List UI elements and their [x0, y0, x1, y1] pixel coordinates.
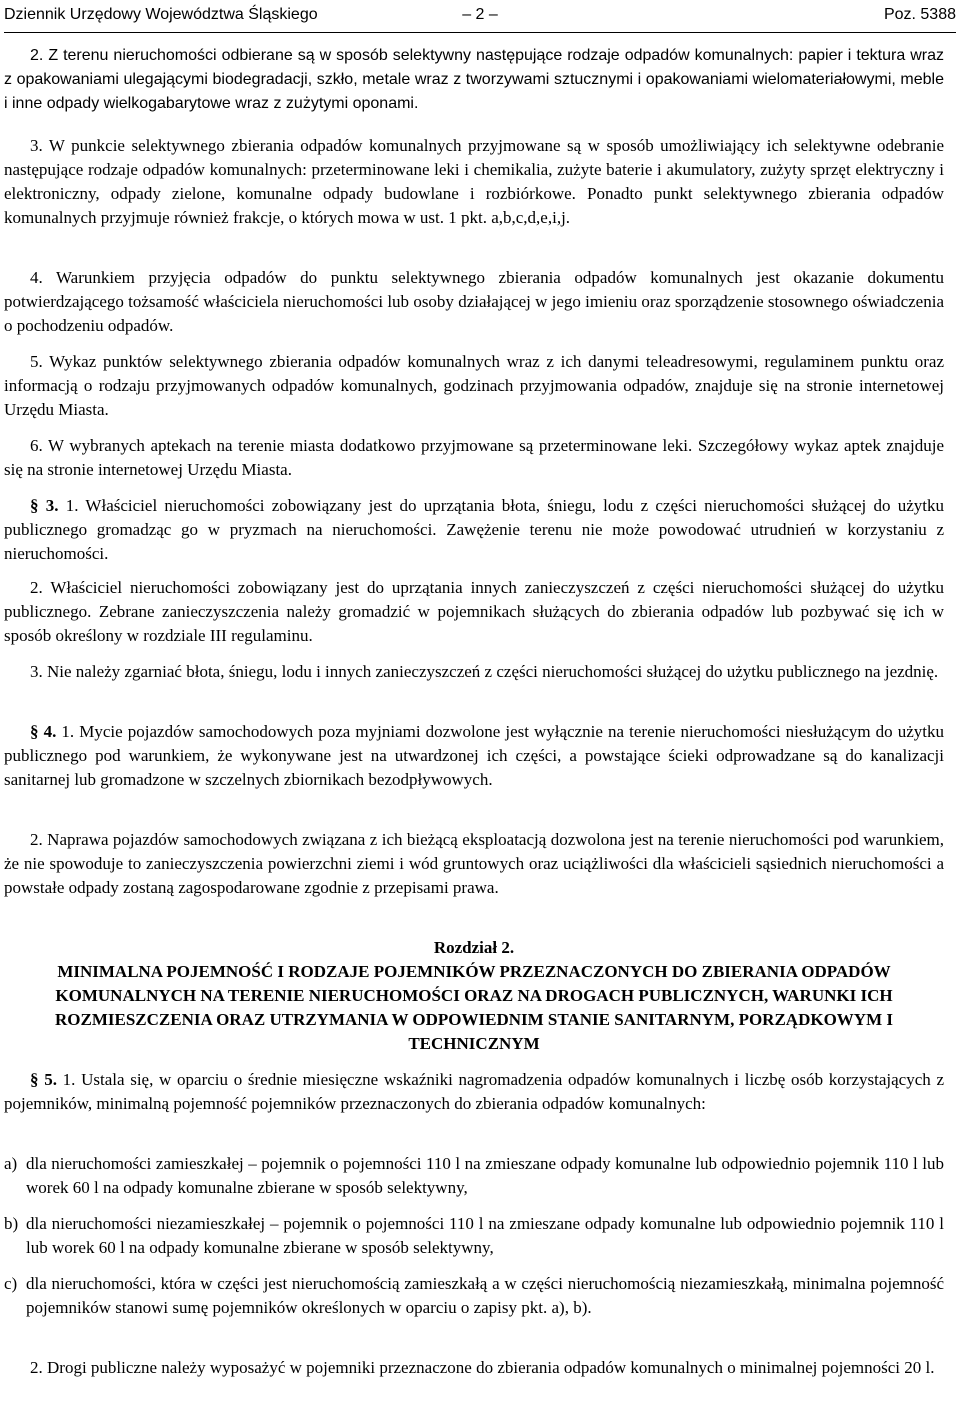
list-item-a-text: dla nieruchomości zamieszkałej – pojemnik o pojemności 110 l na zmieszane odpady komunalne lub odpowiednio pojemnik 110 l lub worek 60 l na odpady komunalne zbierane w sposób selektywny,: [26, 1154, 944, 1197]
list-item-b-marker: b): [4, 1214, 19, 1233]
paragraph-2: 2. Z terenu nieruchomości odbierane są w sposób selektywny następujące rodzaje odpadów komunalnych: papier i tektura wraz z opakowaniami ulegającymi biodegradacji, szkło, metale wraz z tworzywami sztucznymi i opakowaniami wielomateriałowymi, meble i inne odpady wielkogabarytowe wraz z zużytymi oponami.: [4, 47, 944, 112]
list-item-c-marker: c): [4, 1274, 18, 1293]
paragraph-6: 6. W wybranych aptekach na terenie miasta dodatkowo przyjmowane są przeterminowane leki. Szczegółowy wykaz aptek znajduje się na stronie internetowej Urzędu Miasta.: [4, 436, 944, 479]
list-item-b: [4, 1212, 944, 1260]
section-4-paragraph-2: 2. Naprawa pojazdów samochodowych związana z ich bieżącą eksploatacją dozwolona jest na terenie nieruchomości pod warunkiem, że nie spowoduje to zanieczyszczenia powierzchni ziemi i wód gruntowych oraz uciążliwości dla właścicieli sąsiednich nieruchomości a powstałe odpady zostaną zagospodarowane zgodnie z przepisami prawa.: [4, 830, 944, 897]
list-item-a-marker: a): [4, 1154, 18, 1173]
page-number: – 2 –: [462, 6, 498, 23]
list-item-b-text: dla nieruchomości niezamieszkałej – pojemnik o pojemności 110 l na zmieszane odpady komunalne lub odpowiednio pojemnik 110 l lub worek 60 l na odpady komunalne zbierane w sposób selektywny,: [26, 1214, 944, 1257]
journal-title: Dziennik Urzędowy Województwa Śląskiego: [4, 6, 318, 23]
section-4-mark: § 4.: [30, 722, 57, 741]
list-item-a: [4, 1152, 944, 1200]
section-3-mark: § 3.: [30, 496, 59, 515]
section-4-paragraph-1: [4, 720, 944, 792]
section-5-paragraph-1-text: 1. Ustala się, w oparciu o średnie miesięczne wskaźniki nagromadzenia odpadów komunalnych i liczbę osób korzystających z pojemników, minimalną pojemność pojemników przeznaczonych do zbierania odpadów komunalnych:: [4, 1070, 944, 1113]
chapter-title: MINIMALNA POJEMNOŚĆ I RODZAJE POJEMNIKÓW PRZEZNACZONYCH DO ZBIERANIA ODPADÓW KOMUNALNYCH NA TERENIE NIERUCHOMOŚCI ORAZ NA DROGACH PUBLICZNYCH, WARUNKI ICH ROZMIESZCZENIA ORAZ UTRZYMANIA W ODPOWIEDNIM STANIE SANITARNYM, PORZĄDKOWYM I TECHNICZNYM: [55, 962, 893, 1053]
list-item-c-text: dla nieruchomości, która w części jest nieruchomością zamieszkałą a w części nieruchomością niezamieszkałą, minimalna pojemność pojemników stanowi sumę pojemników określonych w oparciu o zapisy pkt. a), b).: [26, 1274, 944, 1317]
section-3-paragraph-2: 2. Właściciel nieruchomości zobowiązany jest do uprzątania innych zanieczyszczeń z części nieruchomości służącej do użytku publicznego. Zebrane zanieczyszczenia należy gromadzić w pojemnikach służących do zbierania odpadów lub pozbywać się ich w sposób określony w rozdziale III regulaminu.: [4, 578, 944, 645]
section-5-paragraph-2: 2. Drogi publiczne należy wyposażyć w pojemniki przeznaczone do zbierania odpadów komunalnych o minimalnej pojemności 20 l.: [30, 1358, 935, 1377]
paragraph-4: 4. Warunkiem przyjęcia odpadów do punktu selektywnego zbierania odpadów komunalnych jest okazanie dokumentu potwierdzającego tożsamość właściciela nieruchomości lub osoby działającej w jego imieniu oraz sporządzenie stosownego oświadczenia o pochodzeniu odpadów.: [4, 268, 944, 335]
page-header: [4, 2, 956, 33]
section-5-paragraph-1: [4, 1068, 944, 1116]
section-4-paragraph-1-text: 1. Mycie pojazdów samochodowych poza myjniami dozwolone jest wyłącznie na terenie nieruchomości niesłużącym do użytku publicznego pod warunkiem, że wykonywane jest na utwardzonej ich części, a powstające ścieki odprowadzane są do kanalizacji sanitarnej lub gromadzone w szczelnych zbiornikach bezodpływowych.: [4, 722, 945, 789]
section-5-mark: § 5.: [30, 1070, 57, 1089]
chapter-number: Rozdział 2.: [433, 938, 515, 957]
section-3-paragraph-1-text: 1. Właściciel nieruchomości zobowiązany jest do uprzątania błota, śniegu, lodu z części nieruchomości służącej do użytku publicznego gromadząc go w pryzmach na nieruchomości. Zawężenie terenu nie może powodować utrudnień w korzystaniu z nieruchomości.: [4, 496, 944, 563]
position-number: Poz. 5388: [883, 6, 956, 23]
section-3-paragraph-3: 3. Nie należy zgarniać błota, śniegu, lodu i innych zanieczyszczeń z części nieruchomości służącej do użytku publicznego na jezdnię.: [30, 662, 939, 681]
list-item-c: [4, 1272, 944, 1320]
paragraph-3: 3. W punkcie selektywnego zbierania odpadów komunalnych przyjmowane są w sposób umożliwiający ich selektywne odebranie następujące rodzaje odpadów komunalnych: przeterminowane leki i chemikalia, zużyte baterie i akumulatory, zużyty sprzęt elektryczny i elektroniczny, odpady zielone, komunalne odpady budowlane i rozbiórkowe. Ponadto punkt selektywnego zbierania odpadów komunalnych przyjmuje również frakcje, o których mowa w ust. 1 pkt. a,b,c,d,e,i,j.: [4, 136, 944, 227]
paragraph-5: 5. Wykaz punktów selektywnego zbierania odpadów komunalnych wraz z ich danymi teleadresowymi, regulaminem punktu oraz informacją o rodzaju przyjmowanych odpadów komunalnych, godzinach przyjmowania odpadów, znajduje się na stronie internetowej Urzędu Miasta.: [4, 352, 944, 419]
section-3-paragraph-1: [4, 494, 944, 566]
